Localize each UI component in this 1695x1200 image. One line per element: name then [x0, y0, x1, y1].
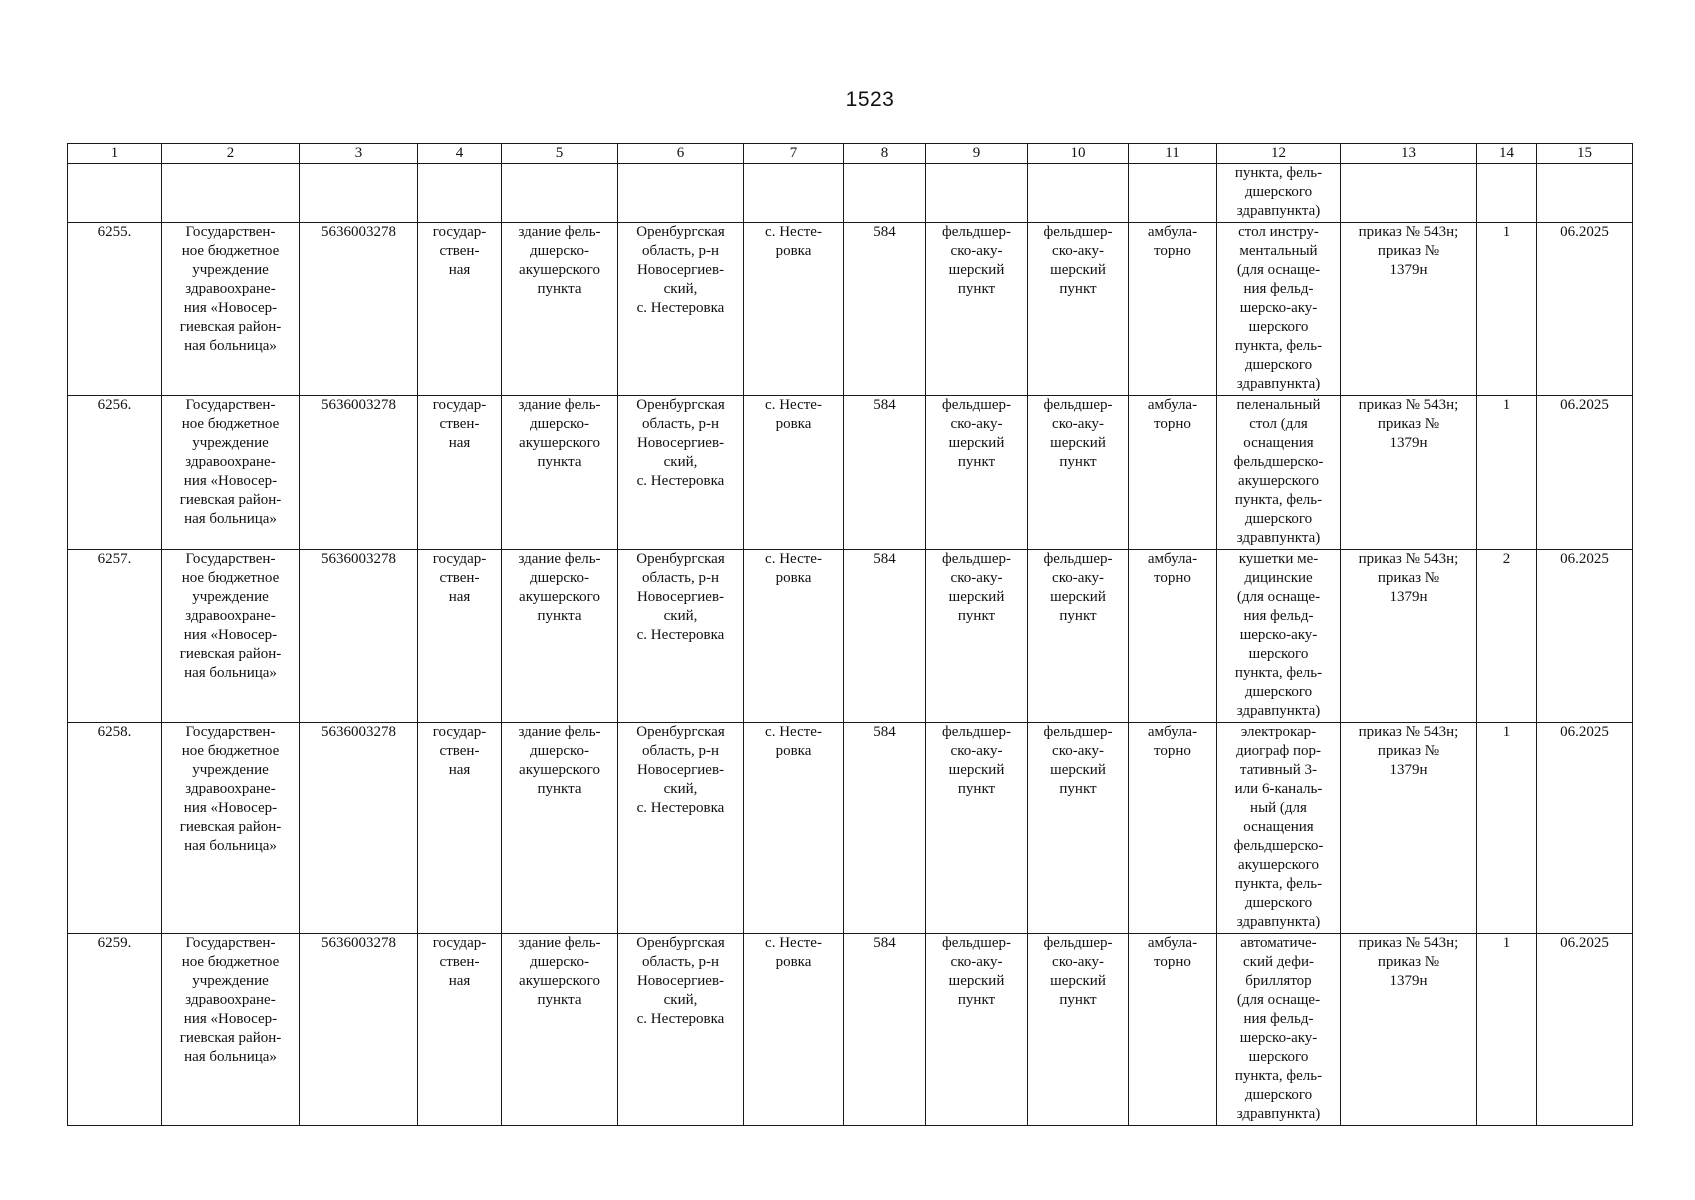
row-number-cell: 6259. — [68, 934, 162, 1126]
empty-cell — [162, 164, 300, 223]
empty-cell — [418, 164, 502, 223]
inn-cell: 5636003278 — [300, 396, 418, 550]
unit-type-cell: фельдшер- ско-аку- шерский пункт — [926, 934, 1028, 1126]
column-number: 5 — [502, 144, 618, 164]
empty-cell — [1028, 164, 1129, 223]
date-cell: 06.2025 — [1537, 223, 1633, 396]
empty-cell — [1129, 164, 1217, 223]
unit-type-cell: фельдшер- ско-аку- шерский пункт — [926, 396, 1028, 550]
code-cell: 584 — [844, 396, 926, 550]
equipment-cell: электрокар- диограф пор- тативный 3- или 6-каналь- ный (для оснащения фельдшерско- акушерского пункта, фель- дшерского здравпункта) — [1217, 723, 1341, 934]
empty-cell — [68, 164, 162, 223]
ownership-cell: государ- ствен- ная — [418, 934, 502, 1126]
column-number: 13 — [1341, 144, 1477, 164]
empty-cell — [618, 164, 744, 223]
orders-cell: приказ № 543н; приказ № 1379н — [1341, 934, 1477, 1126]
row-number-cell: 6255. — [68, 223, 162, 396]
care-cell: амбула- торно — [1129, 223, 1217, 396]
page-number: 1523 — [845, 88, 895, 111]
empty-cell — [744, 164, 844, 223]
column-number-row — [68, 144, 1633, 164]
registry-table — [67, 143, 1633, 1126]
empty-cell — [844, 164, 926, 223]
organization-cell: Государствен- ное бюджетное учреждение здравоохране- ния «Новосер- гиевская район- ная больница» — [162, 550, 300, 723]
building-cell: здание фель- дшерско- акушерского пункта — [502, 723, 618, 934]
orders-cell: приказ № 543н; приказ № 1379н — [1341, 550, 1477, 723]
code-cell: 584 — [844, 934, 926, 1126]
column-number: 1 — [68, 144, 162, 164]
ownership-cell: государ- ствен- ная — [418, 396, 502, 550]
equipment-cell: пункта, фель- дшерского здравпункта) — [1217, 164, 1341, 223]
column-number: 8 — [844, 144, 926, 164]
care-cell: амбула- торно — [1129, 723, 1217, 934]
column-number: 7 — [744, 144, 844, 164]
unit-name-cell: фельдшер- ско-аку- шерский пункт — [1028, 223, 1129, 396]
column-number: 9 — [926, 144, 1028, 164]
inn-cell: 5636003278 — [300, 934, 418, 1126]
organization-cell: Государствен- ное бюджетное учреждение здравоохране- ния «Новосер- гиевская район- ная больница» — [162, 723, 300, 934]
column-number: 10 — [1028, 144, 1129, 164]
unit-name-cell: фельдшер- ско-аку- шерский пункт — [1028, 550, 1129, 723]
address-cell: Оренбургская область, р-н Новосергиев- ский, с. Нестеровка — [618, 396, 744, 550]
row-number-cell: 6258. — [68, 723, 162, 934]
settlement-cell: с. Несте- ровка — [744, 934, 844, 1126]
inn-cell: 5636003278 — [300, 550, 418, 723]
column-number: 3 — [300, 144, 418, 164]
address-cell: Оренбургская область, р-н Новосергиев- ский, с. Нестеровка — [618, 550, 744, 723]
unit-type-cell: фельдшер- ско-аку- шерский пункт — [926, 723, 1028, 934]
continuation-row — [68, 164, 1633, 223]
settlement-cell: с. Несте- ровка — [744, 723, 844, 934]
building-cell: здание фель- дшерско- акушерского пункта — [502, 550, 618, 723]
quantity-cell: 1 — [1477, 934, 1537, 1126]
equipment-cell: кушетки ме- дицинские (для оснаще- ния фельд- шерско-аку- шерского пункта, фель- дшерского здравпункта) — [1217, 550, 1341, 723]
care-cell: амбула- торно — [1129, 934, 1217, 1126]
quantity-cell: 1 — [1477, 396, 1537, 550]
organization-cell: Государствен- ное бюджетное учреждение здравоохране- ния «Новосер- гиевская район- ная больница» — [162, 223, 300, 396]
empty-cell — [300, 164, 418, 223]
row-number-cell: 6256. — [68, 396, 162, 550]
date-cell: 06.2025 — [1537, 396, 1633, 550]
empty-cell — [1477, 164, 1537, 223]
quantity-cell: 1 — [1477, 223, 1537, 396]
building-cell: здание фель- дшерско- акушерского пункта — [502, 396, 618, 550]
settlement-cell: с. Несте- ровка — [744, 223, 844, 396]
care-cell: амбула- торно — [1129, 550, 1217, 723]
settlement-cell: с. Несте- ровка — [744, 396, 844, 550]
ownership-cell: государ- ствен- ная — [418, 550, 502, 723]
equipment-cell: пеленальный стол (для оснащения фельдшерско- акушерского пункта, фель- дшерского здравпункта) — [1217, 396, 1341, 550]
inn-cell: 5636003278 — [300, 223, 418, 396]
ownership-cell: государ- ствен- ная — [418, 223, 502, 396]
orders-cell: приказ № 543н; приказ № 1379н — [1341, 723, 1477, 934]
unit-name-cell: фельдшер- ско-аку- шерский пункт — [1028, 934, 1129, 1126]
column-number: 6 — [618, 144, 744, 164]
empty-cell — [502, 164, 618, 223]
quantity-cell: 1 — [1477, 723, 1537, 934]
quantity-cell: 2 — [1477, 550, 1537, 723]
empty-cell — [1537, 164, 1633, 223]
empty-cell — [926, 164, 1028, 223]
date-cell: 06.2025 — [1537, 934, 1633, 1126]
unit-type-cell: фельдшер- ско-аку- шерский пункт — [926, 223, 1028, 396]
code-cell: 584 — [844, 723, 926, 934]
building-cell: здание фель- дшерско- акушерского пункта — [502, 223, 618, 396]
address-cell: Оренбургская область, р-н Новосергиев- ский, с. Нестеровка — [618, 723, 744, 934]
equipment-cell: стол инстру- ментальный (для оснаще- ния фельд- шерско-аку- шерского пункта, фель- дшерского здравпункта) — [1217, 223, 1341, 396]
inn-cell: 5636003278 — [300, 723, 418, 934]
column-number: 4 — [418, 144, 502, 164]
building-cell: здание фель- дшерско- акушерского пункта — [502, 934, 618, 1126]
code-cell: 584 — [844, 223, 926, 396]
date-cell: 06.2025 — [1537, 550, 1633, 723]
column-number: 15 — [1537, 144, 1633, 164]
orders-cell: приказ № 543н; приказ № 1379н — [1341, 223, 1477, 396]
column-number: 11 — [1129, 144, 1217, 164]
table-row — [68, 550, 1633, 723]
date-cell: 06.2025 — [1537, 723, 1633, 934]
ownership-cell: государ- ствен- ная — [418, 723, 502, 934]
organization-cell: Государствен- ное бюджетное учреждение здравоохране- ния «Новосер- гиевская район- ная больница» — [162, 396, 300, 550]
care-cell: амбула- торно — [1129, 396, 1217, 550]
table-row — [68, 934, 1633, 1126]
column-number: 12 — [1217, 144, 1341, 164]
table-row — [68, 223, 1633, 396]
column-number: 14 — [1477, 144, 1537, 164]
table-row — [68, 396, 1633, 550]
row-number-cell: 6257. — [68, 550, 162, 723]
equipment-cell: автоматиче- ский дефи- бриллятор (для оснаще- ния фельд- шерско-аку- шерского пункта, фель- дшерского здравпункта) — [1217, 934, 1341, 1126]
organization-cell: Государствен- ное бюджетное учреждение здравоохране- ния «Новосер- гиевская район- ная больница» — [162, 934, 300, 1126]
empty-cell — [1341, 164, 1477, 223]
settlement-cell: с. Несте- ровка — [744, 550, 844, 723]
unit-type-cell: фельдшер- ско-аку- шерский пункт — [926, 550, 1028, 723]
unit-name-cell: фельдшер- ско-аку- шерский пункт — [1028, 723, 1129, 934]
code-cell: 584 — [844, 550, 926, 723]
orders-cell: приказ № 543н; приказ № 1379н — [1341, 396, 1477, 550]
address-cell: Оренбургская область, р-н Новосергиев- ский, с. Нестеровка — [618, 223, 744, 396]
column-number: 2 — [162, 144, 300, 164]
address-cell: Оренбургская область, р-н Новосергиев- ский, с. Нестеровка — [618, 934, 744, 1126]
table-row — [68, 723, 1633, 934]
unit-name-cell: фельдшер- ско-аку- шерский пункт — [1028, 396, 1129, 550]
